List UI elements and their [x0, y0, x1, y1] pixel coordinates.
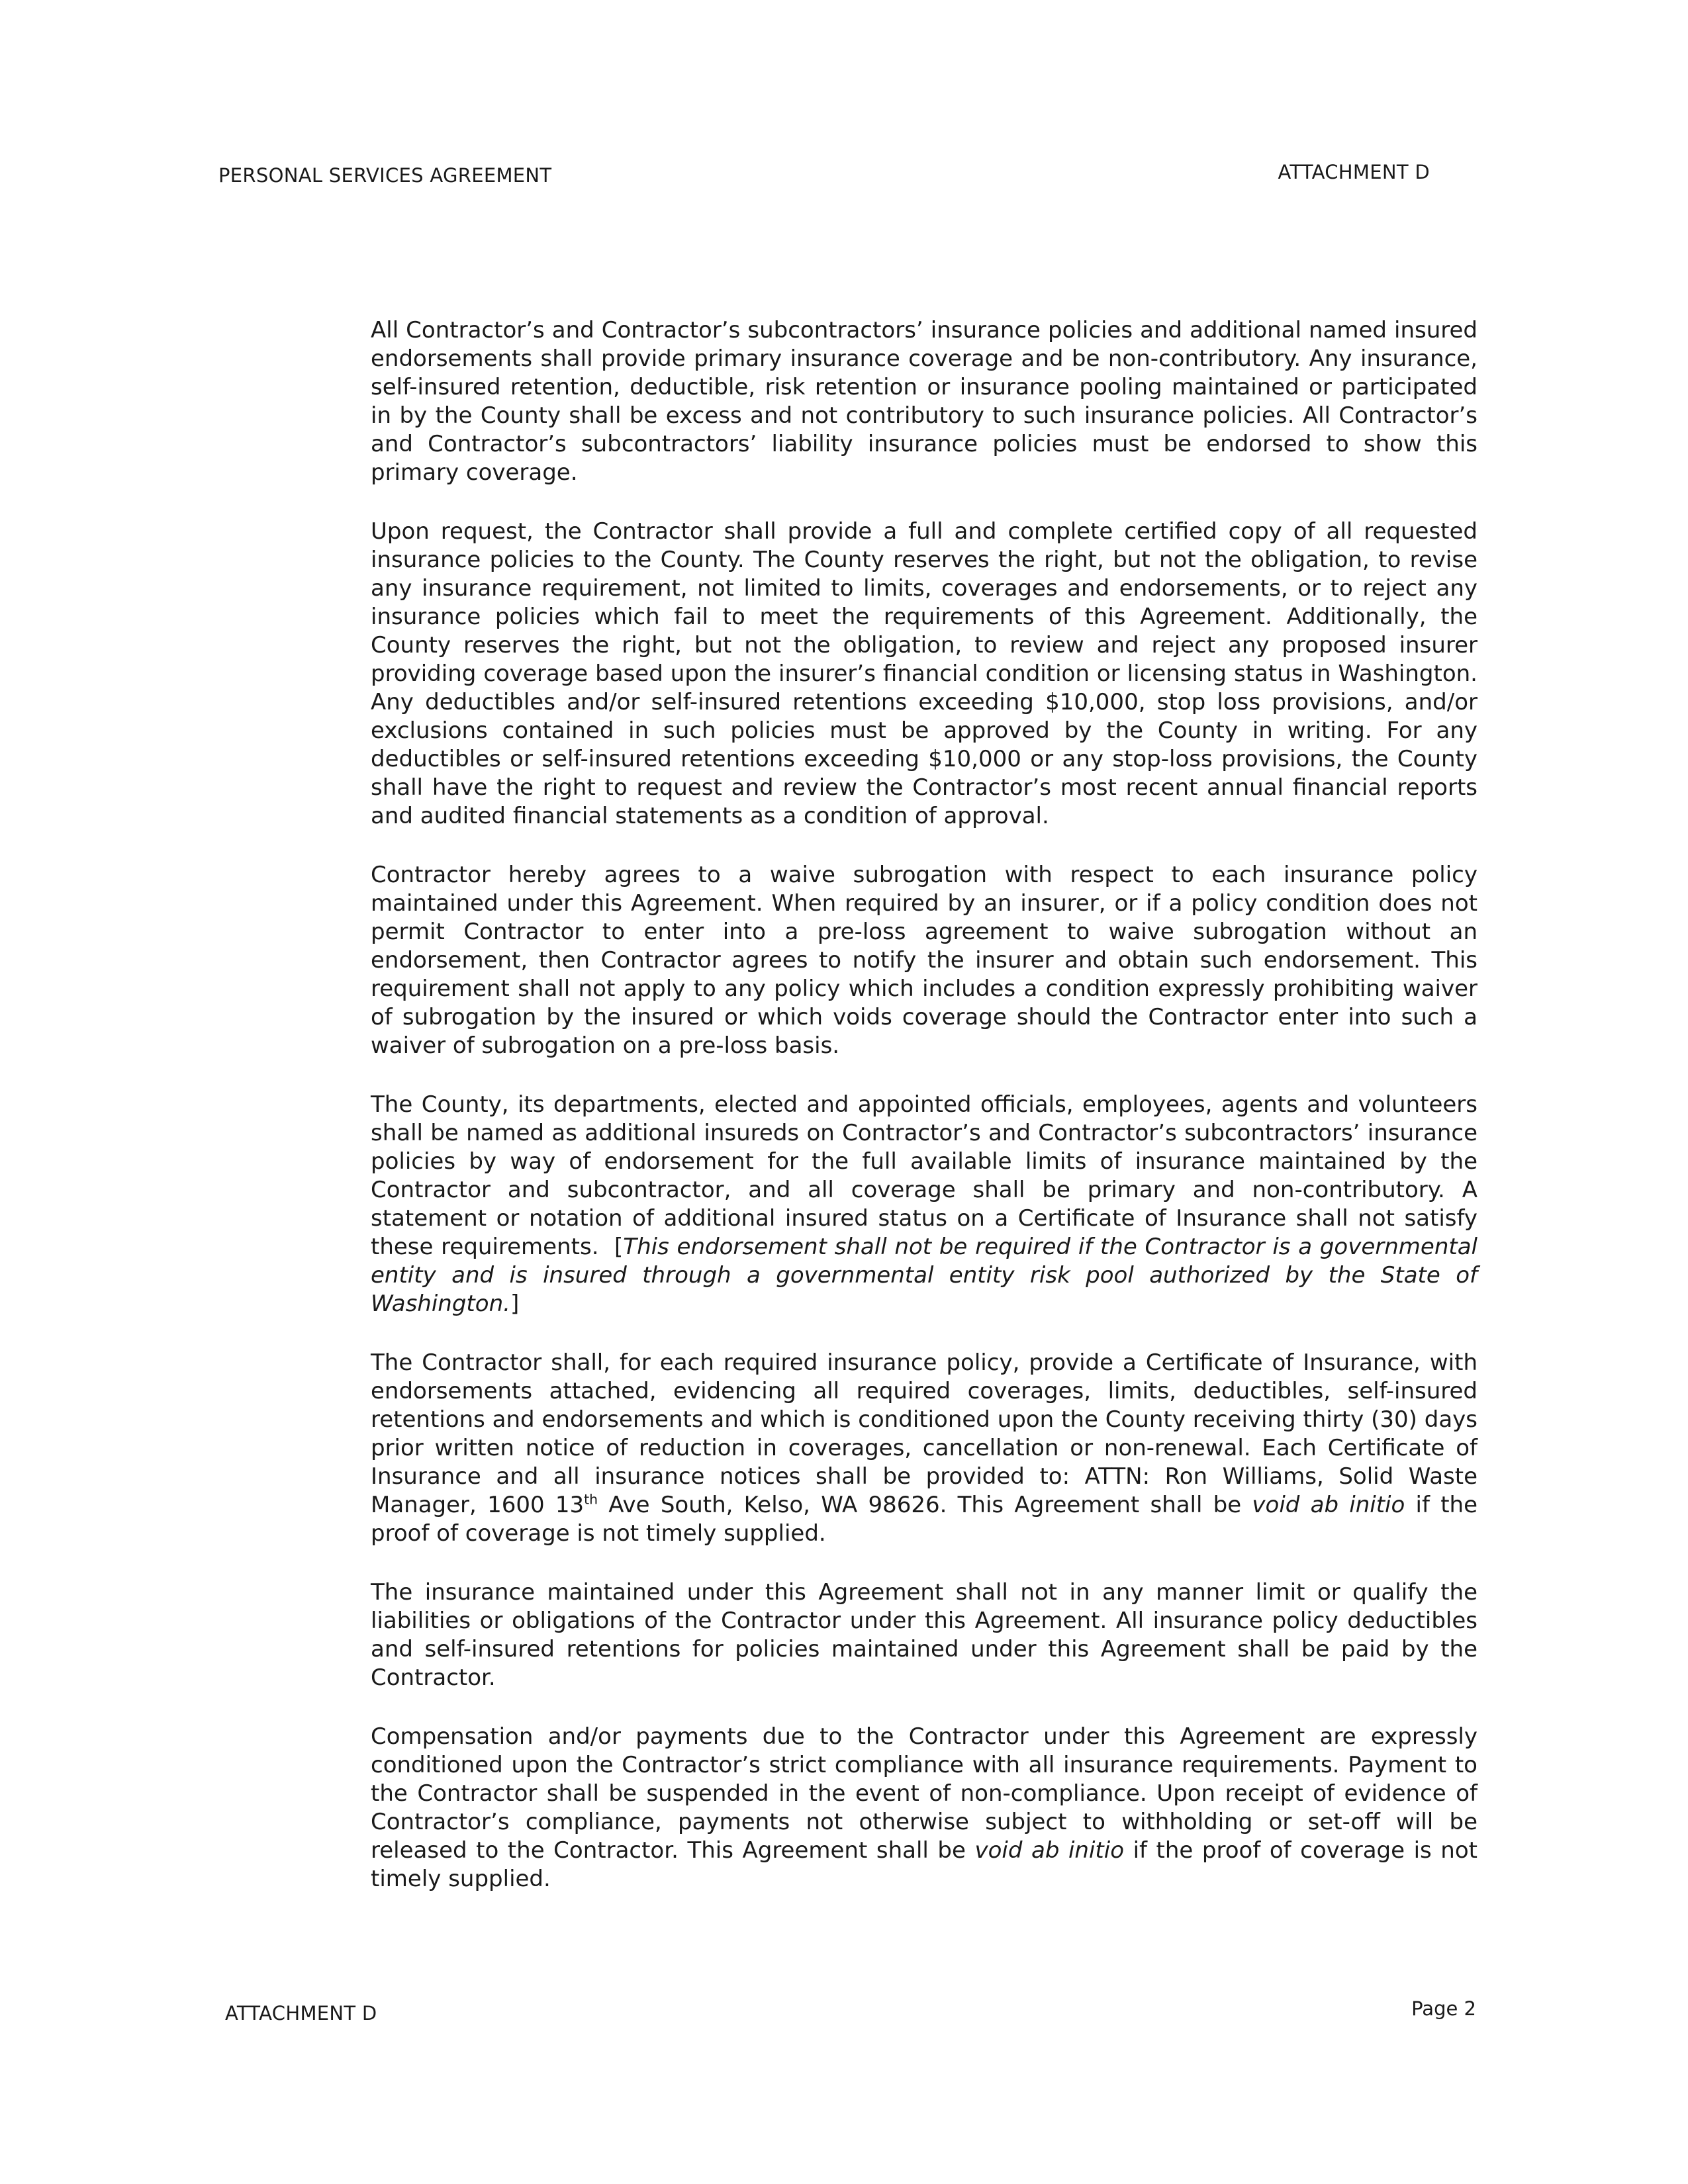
governmental-entity-note: This endorsement shall not be required if the Contractor is a governmental entity and is insured through a governmental entity risk pool authorized by the State of Washington.	[371, 1234, 1477, 1317]
paragraph-no-limitation: The insurance maintained under this Agreement shall not in any manner limit or qualify the liabilities or obligations of the Contractor under this Agreement. All insurance policy deductibles and self-insured retentions for policies maintained under this Agreement shall be paid by the Contractor.	[371, 1579, 1477, 1691]
void-ab-initio-term: void ab initio	[974, 1837, 1125, 1864]
certificate-text-part-1: The Contractor shall, for each required insurance policy, provide a Certificate of Insurance, with endorsements attached, evidencing all required coverages, limits, deductibles, self-insured retentions and endorsements and which is conditioned upon the County receiving thirty (30) days prior written notice of reduction in coverages, cancellation or non-renewal. Each Certificate of Insurance and all insurance notices shall be provided to: ATTN: Ron Williams, Solid Waste Manager, 1600 13	[371, 1349, 1477, 1518]
bracket-open: [	[614, 1234, 624, 1260]
paragraph-certificate-of-insurance	[371, 1349, 1477, 1548]
paragraph-policy-copies: Upon request, the Contractor shall provide a full and complete certified copy of all requested insurance policies to the County. The County reserves the right, but not the obligation, to revise any insurance requirement, not limited to limits, coverages and endorsements, or to reject any insurance policies which fail to meet the requirements of this Agreement. Additionally, the County reserves the right, but not the obligation, to review and reject any proposed insurer providing coverage based upon the insurer’s financial condition or licensing status in Washington. Any deductibles and/or self-insured retentions exceeding $10,000, stop loss provisions, and/or exclusions contained in such policies must be approved by the County in writing. For any deductibles or self-insured retentions exceeding $10,000 or any stop-loss provisions, the County shall have the right to request and review the Contractor’s most recent annual financial reports and audited financial statements as a condition of approval.	[371, 518, 1477, 829]
certificate-text-part-2: Ave South, Kelso, WA 98626. This Agreement shall be	[598, 1492, 1242, 1518]
paragraph-waiver-subrogation: Contractor hereby agrees to a waive subrogation with respect to each insurance policy maintained under this Agreement. When required by an insurer, or if a policy condition does not permit Contractor to enter into a pre-loss agreement to waive subrogation without an endorsement, then Contractor agrees to notify the insurer and obtain such endorsement. This requirement shall not apply to any policy which includes a condition expressly prohibiting waiver of subrogation by the insured or which voids coverage should the Contractor enter into such a waiver of subrogation on a pre-loss basis.	[371, 862, 1477, 1059]
bracket-close: ]	[510, 1291, 520, 1317]
header-attachment-label: ATTACHMENT D	[1278, 161, 1430, 183]
paragraph-compensation-conditioned	[371, 1723, 1477, 1893]
certificate-text-part-3: if the proof of coverage is not timely supplied.	[371, 1492, 1477, 1547]
page-number: Page 2	[1411, 1997, 1476, 2020]
header-title: PERSONAL SERVICES AGREEMENT	[218, 164, 552, 187]
paragraph-additional-insureds-text: The County, its departments, elected and appointed officials, employees, agents and volunteers shall be named as additional insureds on Contractor’s and Contractor’s subcontractors’ insurance policies by way of endorsement for the full available limits of insurance maintained by the Contractor and subcontractor, and all coverage shall be primary and non-contributory. A statement or notation of additional insured status on a Certificate of Insurance shall not satisfy these requirements.	[371, 1091, 1477, 1260]
compensation-text-part-2: if the proof of coverage is not timely supplied.	[371, 1837, 1477, 1892]
paragraph-primary-coverage: All Contractor’s and Contractor’s subcontractors’ insurance policies and additional named insured endorsements shall provide primary insurance coverage and be non-contributory. Any insurance, self-insured retention, deductible, risk retention or insurance pooling maintained or participated in by the County shall be excess and not contributory to such insurance policies. All Contractor’s and Contractor’s subcontractors’ liability insurance policies must be endorsed to show this primary coverage.	[371, 317, 1477, 486]
footer-attachment-label: ATTACHMENT D	[225, 2002, 377, 2025]
void-ab-initio-term: void ab initio	[1252, 1492, 1405, 1518]
ordinal-superscript: th	[584, 1491, 598, 1508]
compensation-text-part-1: Compensation and/or payments due to the Contractor under this Agreement are expressly conditioned upon the Contractor’s strict compliance with all insurance requirements. Payment to the Contractor shall be suspended in the event of non-compliance. Upon receipt of evidence of Contractor’s compliance, payments not otherwise subject to withholding or set-off will be released to the Contractor. This Agreement shall be	[371, 1723, 1477, 1864]
document-body	[371, 316, 1477, 1893]
paragraph-additional-insureds	[371, 1091, 1477, 1318]
